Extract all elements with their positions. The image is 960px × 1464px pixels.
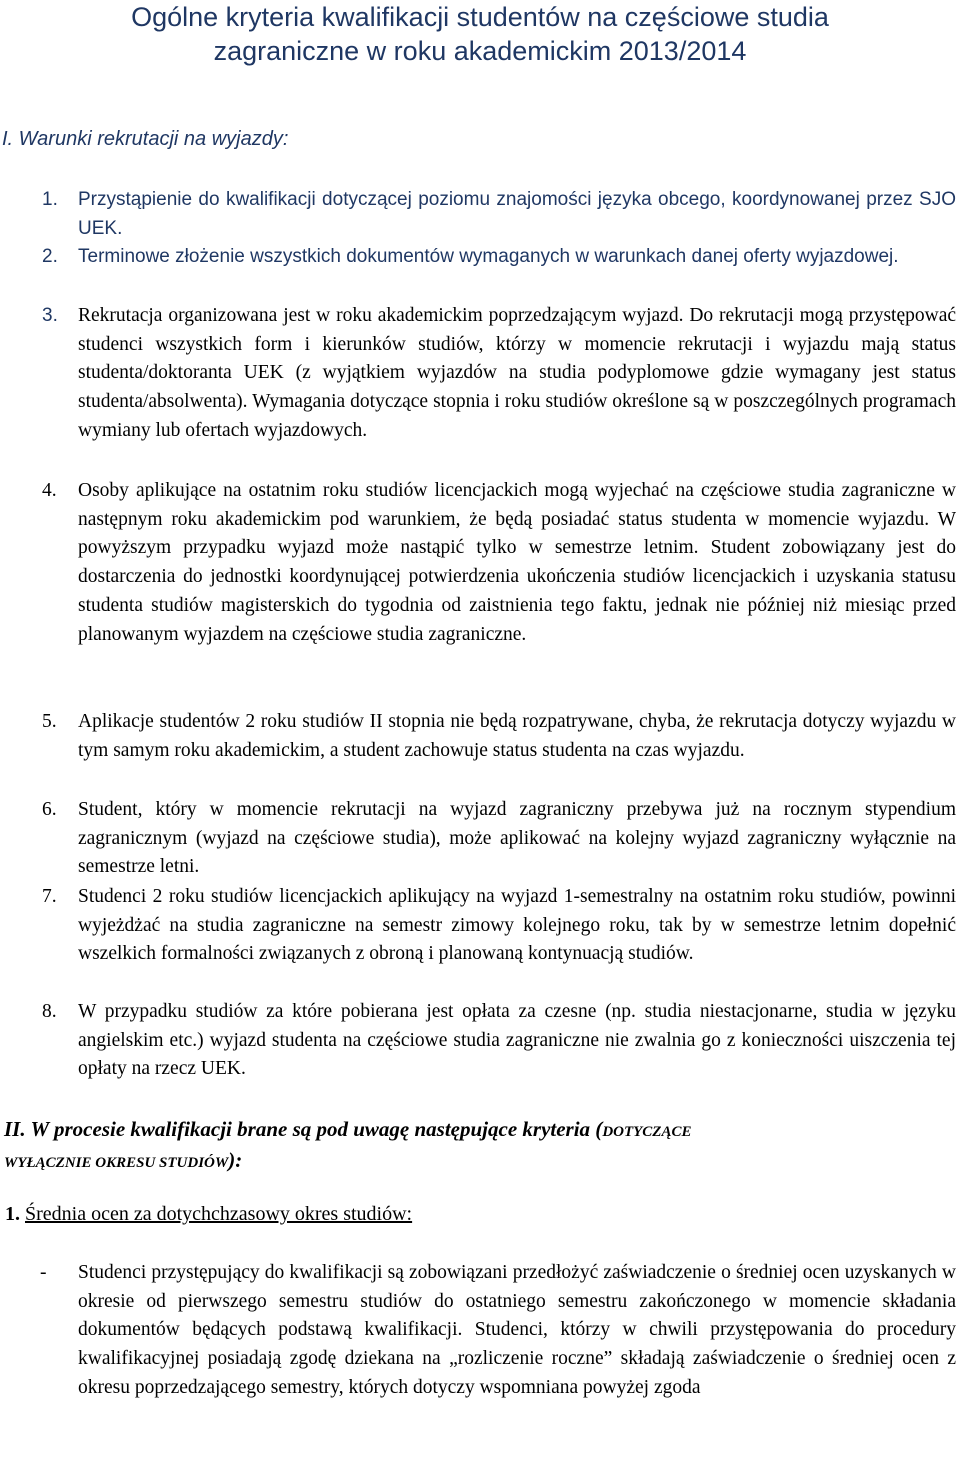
item-4-number: 4. [42, 480, 57, 501]
item-8-text: W przypadku studiów za które pobierana jest opłata za czesne (np. studia niestacjonarne, studia w języku angielskim etc.) wyjazd studenta na częściowe studia zagraniczne nie zwalnia go z konieczności uiszczenia tej opłaty na rzecz UEK. [78, 1001, 956, 1080]
item-2-text: Terminowe złożenie wszystkich dokumentów wymaganych w warunkach danej oferty wyjazdowej. [78, 246, 899, 267]
item-5-text: Aplikacje studentów 2 roku studiów II stopnia nie będą rozpatrywane, chyba, że rekrutacja dotyczy wyjazdu w tym samym roku akademickim, a student zachowuje status studenta na czas wyjazdu. [78, 711, 956, 761]
title-line-1: Ogólne kryteria kwalifikacji studentów na częściowe studia [131, 2, 829, 32]
criterion-1-number: 1. [5, 1203, 20, 1225]
criterion-1-title: Średnia ocen za dotychchzasowy okres studiów: [25, 1203, 413, 1225]
item-6-text: Student, który w momencie rekrutacji na wyjazd zagraniczny przebywa już na rocznym stypendium zagranicznym (wyjazd na częściowe studia), może aplikować na kolejny wyjazd zagraniczny wyłącznie na semestrze letni. [78, 799, 956, 878]
item-3-text: Rekrutacja organizowana jest w roku akademickim poprzedzającym wyjazd. Do rekrutacji mogą przystępować studenci wszystkich form i kierunków studiów, którzy w momencie rekrutacji i wyjazdu mają status studenta/doktoranta UEK (z wyjątkiem wyjazdów na studia podyplomowe gdzie wymagany jest status studenta/absolwenta). Wymagania dotyczące stopnia i roku studiów określone są w poszczególnych programach wymiany lub ofertach wyjazdowych. [78, 305, 956, 441]
section-2-heading-small-2: WYŁĄCZNIE OKRESU STUDIÓW [4, 1155, 229, 1171]
section-2-heading-main: II. W procesie kwalifikacji brane są pod uwagę następujące kryteria ( [4, 1117, 603, 1141]
section-2-heading-end: ): [228, 1148, 243, 1172]
section-1-heading: I. Warunki rekrutacji na wyjazdy: [2, 128, 289, 150]
item-5-number: 5. [42, 711, 57, 732]
bullet-text: Studenci przystępujący do kwalifikacji są zobowiązani przedłożyć zaświadczenie o średniej ocen uzyskanych w okresie od pierwszego semestru studiów do ostatniego semestru zakończonego w momencie składania dokumentów będących podstawą kwalifikacji. Studenci, którzy w chwili przystępowania do procedury kwalifikacyjnej posiadają zgodę dziekana na „rozliczenie roczne” składają zaświadczenie o średniej ocen z okresu poprzedzającego semestry, których dotyczy wspomniana powyżej zgoda [78, 1262, 956, 1398]
criterion-1-heading [5, 1203, 412, 1226]
document-title [0, 0, 960, 68]
item-6-number: 6. [42, 799, 57, 820]
item-1-number: 1. [42, 189, 58, 210]
item-8-number: 8. [42, 1001, 57, 1022]
item-7-text: Studenci 2 roku studiów licencjackich aplikujący na wyjazd 1-semestralny na ostatnim roku studiów, powinni wyjeżdżać na studia zagraniczne na semestr zimowy kolejnego roku, tak by w semestrze letnim dopełnić wszelkich formalności związanych z obroną i planowaną kontynuacją studiów. [78, 886, 956, 965]
item-4-text: Osoby aplikujące na ostatnim roku studiów licencjackich mogą wyjechać na częściowe studia zagraniczne w następnym roku akademickim pod warunkiem, że będą posiadać status studenta w momencie wyjazdu. W powyższym przypadku wyjazd może nastąpić tylko w semestrze letnim. Student zobowiązany jest do dostarczenia do jednostki koordynującej potwierdzenia ukończenia studiów licencjackich i uzyskania statusu studenta studiów magisterskich do tygodnia od zaistnienia tego faktu, jednak nie później niż miesiąc przed planowanym wyjazdem na częściowe studia zagraniczne. [78, 480, 956, 645]
item-3-number: 3. [42, 305, 58, 326]
item-1-text: Przystąpienie do kwalifikacji dotyczącej poziomu znajomości języka obcego, koordynowanej przez SJO UEK. [78, 189, 956, 239]
title-line-2: zagraniczne w roku akademickim 2013/2014 [213, 36, 747, 66]
section-2-heading [4, 1115, 954, 1177]
section-2-heading-small-1: DOTYCZĄCE [602, 1124, 692, 1140]
bullet-dash: - [40, 1262, 47, 1283]
item-7-number: 7. [42, 886, 57, 907]
item-2-number: 2. [42, 246, 58, 267]
